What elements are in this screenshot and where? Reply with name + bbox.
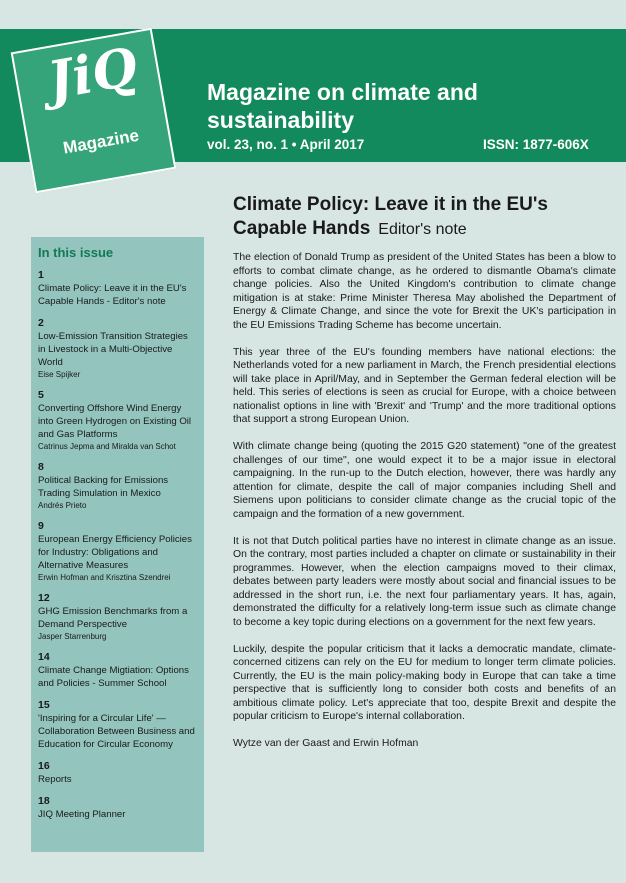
toc-title: Climate Policy: Leave it in the EU's Capable Hands - Editor's note bbox=[38, 283, 187, 307]
article-paragraph: Luckily, despite the popular criticism that it lacks a democratic mandate, climate-concerned citizens can rely on the EU for medium to longer term climate policies. Currently, the EU is the main policy-making body in Europe that can take a time perspective that is sufficiently long to consider both costs and benefits of an ambitious climate policy. Let's appreciate that too, despite Brexit and despite the popular criticism to Europe's internal collaboration. bbox=[233, 643, 616, 722]
article-paragraph: With climate change being (quoting the 2015 G20 statement) "one of the greatest challenges of our time", one would expect it to be a major issue in electoral campaigning. In the run-up to the Dutch election, however, there was hardly any attention for climate, despite the call of major companies including Shell and Siemens upon politicians to consider climate change as the crucial topic of the campaign and the formation of a new government. bbox=[233, 441, 616, 520]
toc-page-number: 14 bbox=[38, 651, 50, 663]
toc-item[interactable] bbox=[38, 520, 197, 583]
toc-author: Catrinus Jepma and Miralda van Schot bbox=[38, 442, 176, 451]
toc-item[interactable] bbox=[38, 269, 197, 308]
logo-wordmark: JiQ bbox=[43, 36, 143, 112]
article-signature: Wytze van der Gaast and Erwin Hofman bbox=[233, 738, 419, 749]
article-heading bbox=[233, 193, 613, 242]
toc-page-number: 8 bbox=[38, 461, 44, 473]
toc-item[interactable] bbox=[38, 651, 197, 690]
article-type-note: Editor's note bbox=[378, 221, 467, 238]
toc-page-number: 16 bbox=[38, 760, 50, 772]
article-paragraph: It is not that Dutch political parties have no interest in climate change as an issue. On the contrary, most parties included a chapter on climate or sustainability in their programmes. However, when the election campaigns moved to their climax, debates between party leaders were mostly about social and financial issues to be addressed in the short run, i.e. the next four parliamentary years. It has, again, demonstrated the difficulty for a relatively long-term issue such as climate change to become a key topic during elections on a government for the next few years. bbox=[233, 535, 616, 628]
toc-page-number: 9 bbox=[38, 520, 44, 532]
article-body bbox=[233, 251, 616, 764]
toc-page-number: 2 bbox=[38, 317, 44, 329]
magazine-title: Magazine on climate and sustainability bbox=[207, 79, 478, 133]
toc-page-number: 5 bbox=[38, 389, 44, 401]
toc-author: Andrés Prieto bbox=[38, 501, 87, 510]
article-paragraph: This year three of the EU's founding members have national elections: the Netherlands voted for a new parliament in March, the French presidential elections will take place in April/May, and in September the German federal election will be held. This series of elections is seen as crucial for Europe, with a choice between nationalist options in line with 'Brexit' and 'Trump' and the more traditional options that support a strong European Union. bbox=[233, 346, 616, 425]
toc-title: GHG Emission Benchmarks from a Demand Perspective bbox=[38, 606, 188, 630]
toc-title: Low-Emission Transition Strategies in Livestock in a Multi-Objective World bbox=[38, 331, 188, 368]
toc-item[interactable] bbox=[38, 592, 197, 642]
logo-subtitle: Magazine bbox=[61, 125, 141, 158]
toc-page-number: 1 bbox=[38, 269, 44, 281]
toc-heading: In this issue bbox=[38, 245, 114, 260]
toc-title: 'Inspiring for a Circular Life' — Collaboration Between Business and Education for Circular Economy bbox=[38, 713, 195, 750]
toc-item[interactable] bbox=[38, 461, 197, 511]
article-paragraph: The election of Donald Trump as president of the United States has been a blow to efforts to combat climate change, as he ordered to dismantle Obama's climate change policies. Also the United Kingdom's contribution to climate change mitigation is at stake: Prime Minister Theresa May abolished the Department of Energy & Climate Change, and since the vote for Brexit the UK's participation in the EU Emissions Trading Scheme has become uncertain. bbox=[233, 252, 616, 331]
toc-author: Jasper Starrenburg bbox=[38, 632, 107, 641]
toc-title: JIQ Meeting Planner bbox=[38, 809, 126, 820]
toc-item[interactable] bbox=[38, 699, 197, 751]
magazine-header bbox=[0, 29, 626, 162]
toc-list bbox=[38, 269, 197, 821]
toc-title: Political Backing for Emissions Trading Simulation in Mexico bbox=[38, 475, 169, 499]
toc-title: Reports bbox=[38, 774, 72, 785]
table-of-contents bbox=[31, 237, 204, 852]
toc-page-number: 18 bbox=[38, 795, 50, 807]
article-title: Climate Policy: Leave it in the EU's Capable Hands bbox=[233, 194, 548, 239]
toc-item[interactable] bbox=[38, 760, 197, 786]
toc-author: Erwin Hofman and Krisztina Szendrei bbox=[38, 573, 171, 582]
issn-number: ISSN: 1877-606X bbox=[483, 137, 589, 152]
toc-author: Eise Spijker bbox=[38, 370, 81, 379]
toc-page-number: 12 bbox=[38, 592, 50, 604]
toc-page-number: 15 bbox=[38, 699, 50, 711]
toc-title: Converting Offshore Wind Energy into Green Hydrogen on Existing Oil and Gas Platforms bbox=[38, 403, 192, 440]
toc-item[interactable] bbox=[38, 795, 197, 821]
jiq-logo bbox=[11, 28, 177, 194]
toc-item[interactable] bbox=[38, 389, 197, 452]
toc-item[interactable] bbox=[38, 317, 197, 380]
toc-title: European Energy Efficiency Policies for Industry: Obligations and Alternative Measures bbox=[38, 534, 192, 571]
issue-info: vol. 23, no. 1 • April 2017 bbox=[207, 137, 365, 152]
toc-title: Climate Change Migtiation: Options and Policies - Summer School bbox=[38, 665, 189, 689]
